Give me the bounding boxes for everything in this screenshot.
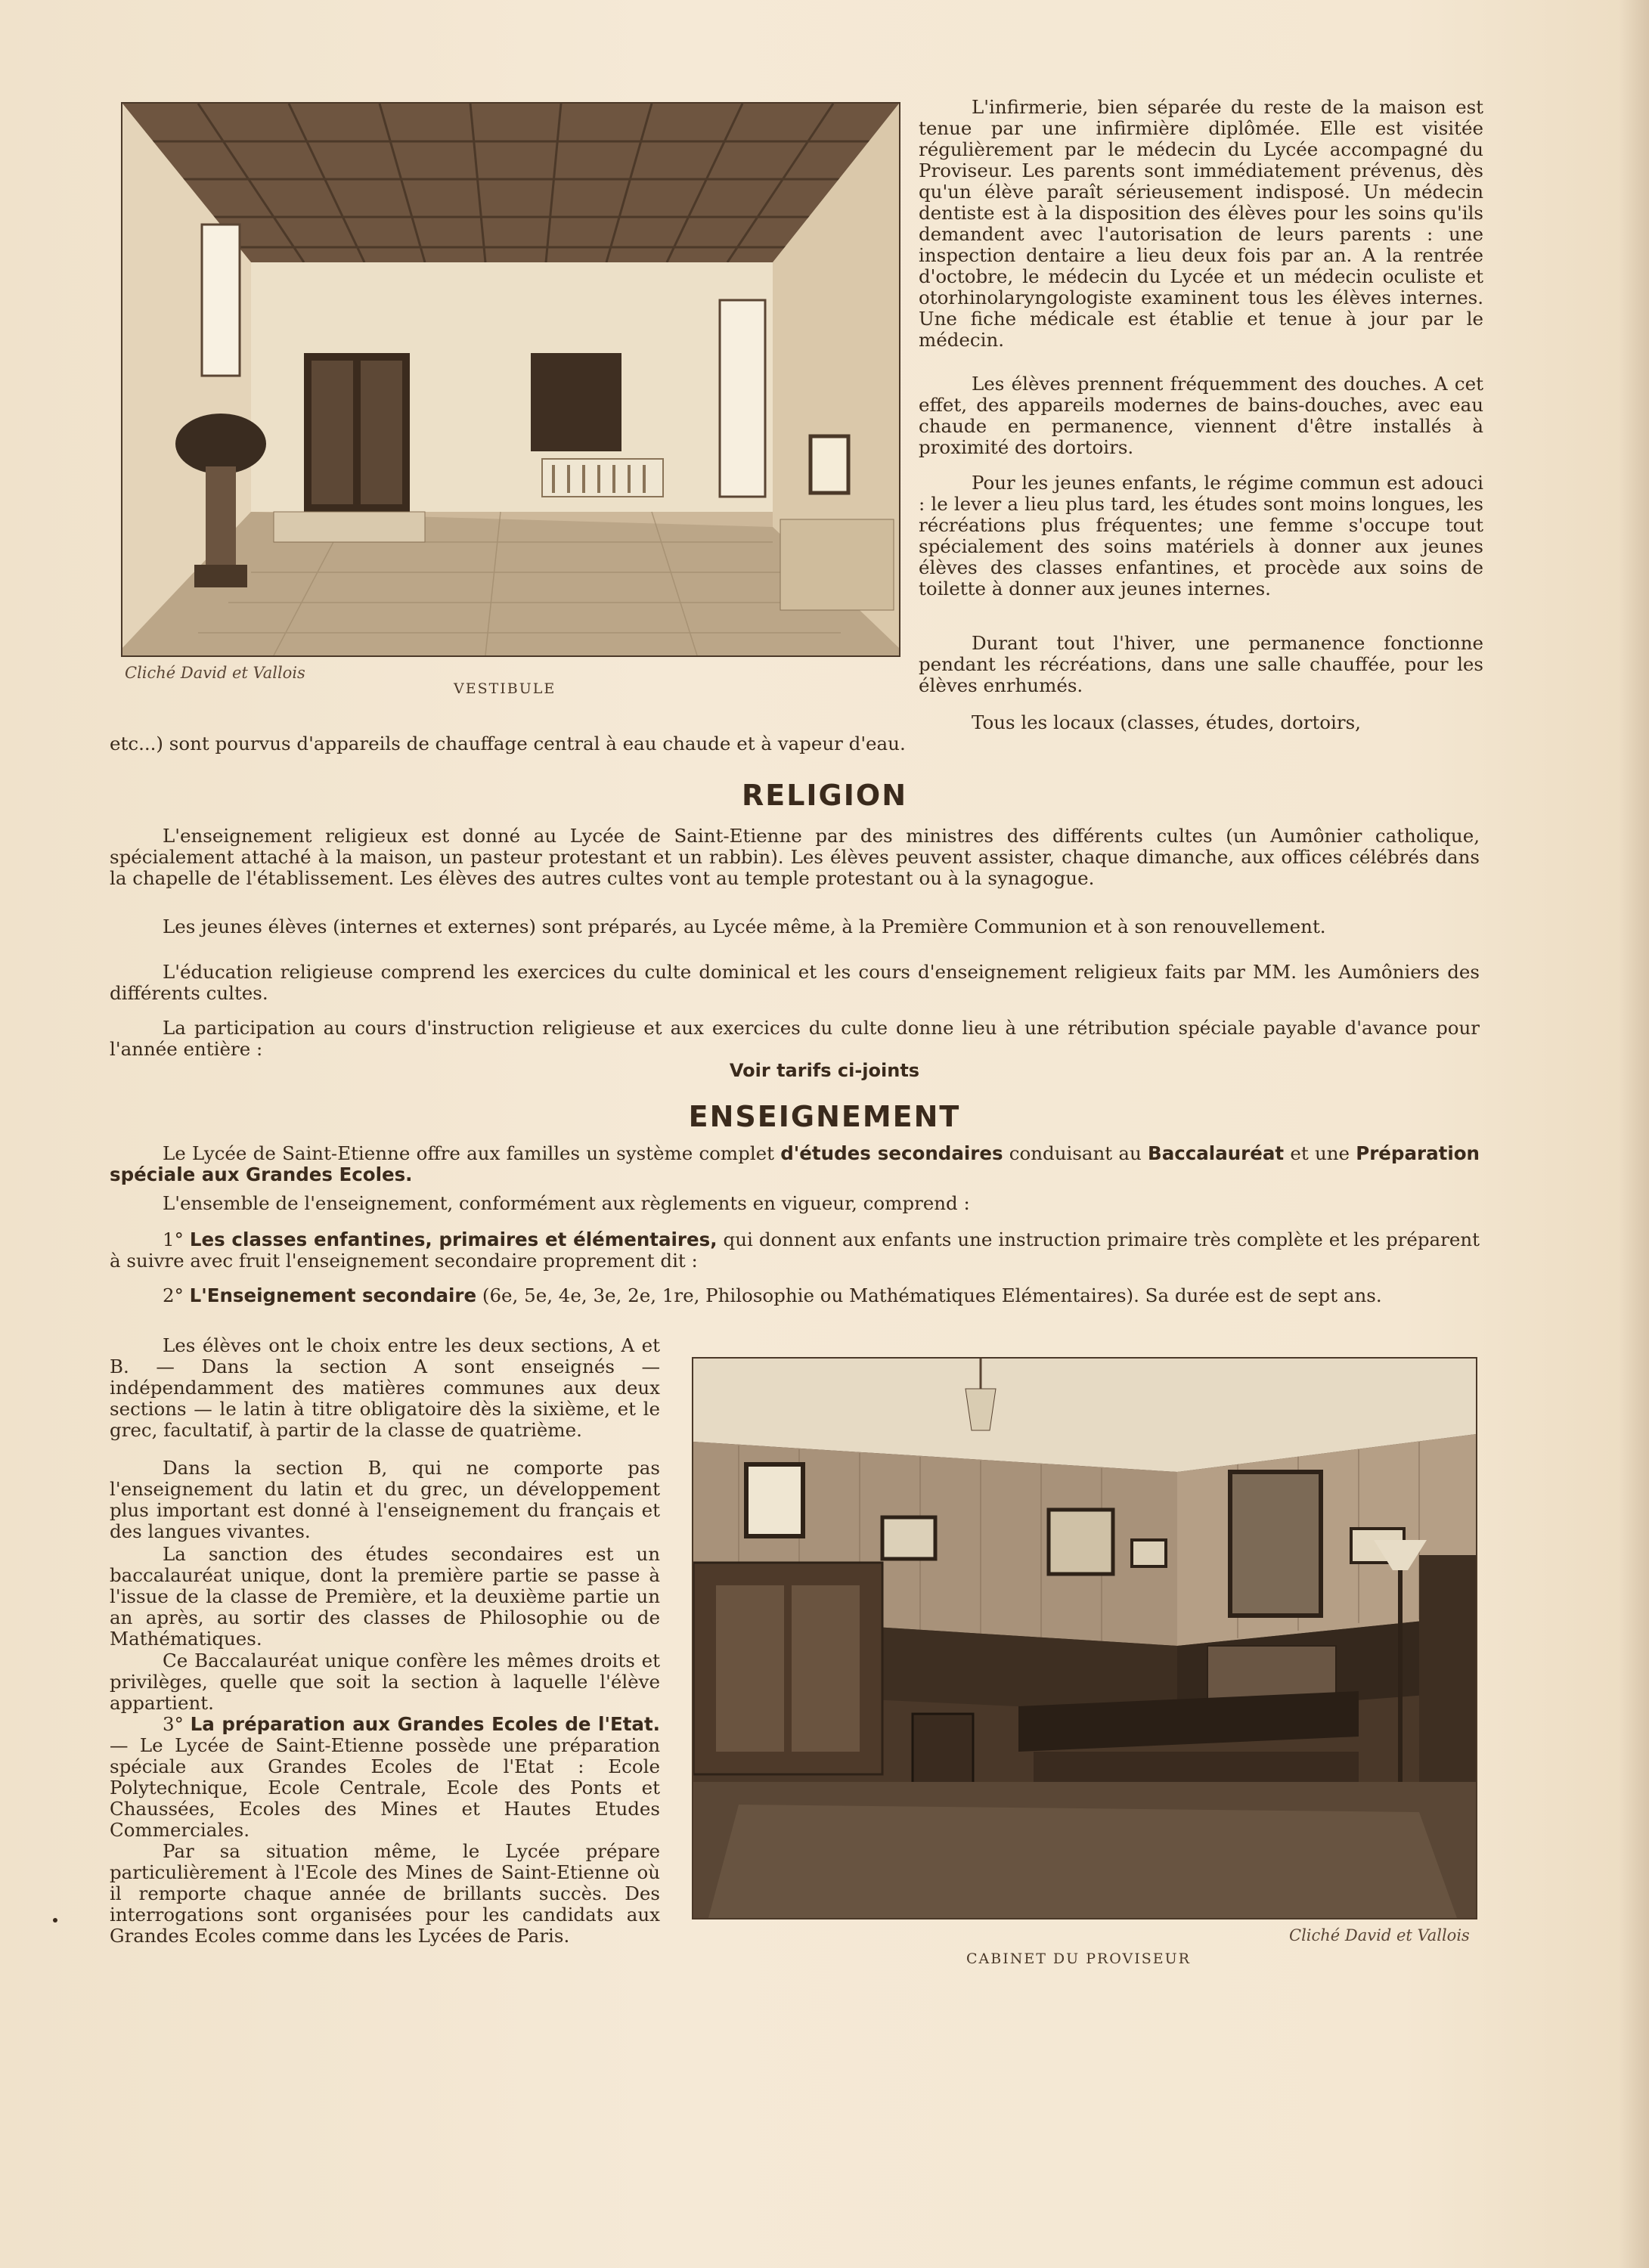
- section-b-paragraph: Dans la section B, qui ne comporte pas l'enseignement du latin et du grec, un développement plus important est donné à l'enseignement du français et des langues vivantes.: [110, 1457, 660, 1542]
- vestibule-photo: [121, 102, 900, 657]
- vestibule-photo-caption: VESTIBULE: [454, 680, 556, 697]
- enseignement-paragraph-classes: [110, 1229, 1480, 1272]
- droits-paragraph: Ce Baccalauréat unique confère les mêmes droits et privilèges, quelle que soit la section à laquelle l'élève appartient.: [110, 1650, 660, 1714]
- cabinet-photo-credit: Cliché David et Vallois: [1289, 1926, 1470, 1944]
- infirmerie-paragraph: L'infirmerie, bien séparée du reste de la maison est tenue par une infirmière diplômée. Elle est visitée régulièrement par le médecin du Lycée accompagné du Proviseur. Les parents sont immédiatement prévenus, dès qu'un élève paraît sérieusement indisposé. Un médecin dentiste est à la disposition des élèves pour les soins qu'ils demandent avec l'autorisation de leurs parents : une inspection dentaire a lieu deux fois par an. A la rentrée d'octobre, le médecin du Lycée et un médecin oculiste et otorhinolaryngologiste examinent tous les élèves internes. Une fiche médicale est établie et tenue à jour par le médecin.: [919, 96, 1483, 351]
- bold-run: La préparation aux Grandes Ecoles de l'Etat.: [190, 1713, 660, 1735]
- text-run: — Le Lycée de Saint-Etienne possède une préparation spéciale aux Grandes Ecoles de l'Etat : Ecole Polytechnique, Ecole Centrale, Ecole des Ponts et Chaussées, Ecoles des Mines et Hautes Etudes Commerciales.: [110, 1734, 660, 1841]
- text-run: conduisant au: [1003, 1142, 1148, 1164]
- bold-run: d'études secondaires: [780, 1142, 1003, 1164]
- baccalaureat-paragraph: La sanction des études secondaires est un baccalauréat unique, dont la première partie se passe à l'issue de la classe de Première, et la deuxième partie un an après, au sortir des classes de Philosophie ou de Mathématiques.: [110, 1543, 660, 1650]
- bold-run: Baccalauréat: [1148, 1142, 1285, 1164]
- enseignement-heading: ENSEIGNEMENT: [688, 1100, 961, 1133]
- religion-paragraph-1: L'enseignement religieux est donné au Lycée de Saint-Etienne par des ministres des différents cultes (un Aumônier catholique, spécialement attaché à la maison, un pasteur protestant et un rabbin). Les élèves peuvent assister, chaque dimanche, aux offices célébrés dans la chapelle de l'établissement. Les élèves des autres cultes vont au temple protestant ou à la synagogue.: [110, 825, 1480, 889]
- locaux-paragraph-end: etc...) sont pourvus d'appareils de chauffage central à eau chaude et à vapeur d'eau.: [110, 733, 906, 754]
- sections-paragraph: Les élèves ont le choix entre les deux sections, A et B. — Dans la section A sont enseignés — indépendamment des matières communes aux deux sections — le latin à titre obligatoire dès la sixième, et le grec, facultatif, à partir de la classe de quatrième.: [110, 1334, 660, 1441]
- cabinet-photo-caption: CABINET DU PROVISEUR: [966, 1950, 1191, 1967]
- tarifs-line: Voir tarifs ci-joints: [729, 1060, 920, 1081]
- religion-paragraph-3: L'éducation religieuse comprend les exercices du culte dominical et les cours d'enseignement religieux faits par MM. les Aumôniers des différents cultes.: [110, 961, 1480, 1004]
- margin-dot: [53, 1918, 57, 1923]
- enseignement-paragraph-secondaire: [110, 1285, 1480, 1306]
- religion-heading: RELIGION: [741, 779, 907, 812]
- douches-paragraph: Les élèves prennent fréquemment des douches. A cet effet, des appareils modernes de bains-douches, avec eau chaude en permanence, viennent d'être installés à proximité des dortoirs.: [919, 373, 1483, 458]
- text-run: 3°: [163, 1713, 191, 1735]
- religion-paragraph-4: La participation au cours d'instruction religieuse et aux exercices du culte donne lieu à une rétribution spéciale payable d'avance pour l'année entière :: [110, 1017, 1480, 1060]
- text-run: Le Lycée de Saint-Etienne offre aux familles un système complet: [163, 1142, 781, 1164]
- bold-run: Les classes enfantines, primaires et élémentaires,: [189, 1228, 718, 1250]
- text-run: qui donnent aux enfants une instruction primaire très complète et les préparent à suivre avec fruit l'enseignement secondaire proprement dit :: [110, 1228, 1480, 1272]
- jeunes-enfants-paragraph: Pour les jeunes enfants, le régime commun est adouci : le lever a lieu plus tard, les études sont moins longues, les récréations plus fréquentes; une femme s'occupe tout spécialement des soins matériels à donner aux jeunes élèves des classes enfantines, et procède aux soins de toilette à donner aux jeunes internes.: [919, 472, 1483, 600]
- text-run: 2°: [163, 1284, 190, 1306]
- cabinet-photo: [692, 1357, 1477, 1919]
- locaux-paragraph-start: Tous les locaux (classes, études, dortoirs,: [972, 711, 1361, 733]
- enseignement-paragraph-2: L'ensemble de l'enseignement, conformément aux règlements en vigueur, comprend :: [163, 1192, 970, 1214]
- page-edge-shadow: [1619, 0, 1649, 2268]
- text-run: (6e, 5e, 4e, 3e, 2e, 1re, Philosophie ou Mathématiques Elémentaires). Sa durée est de sept ans.: [476, 1284, 1382, 1306]
- text-run: et une: [1284, 1142, 1356, 1164]
- bold-run: L'Enseignement secondaire: [189, 1284, 477, 1306]
- religion-paragraph-2: Les jeunes élèves (internes et externes) sont préparés, au Lycée même, à la Première Communion et à son renouvellement.: [163, 916, 1326, 937]
- vestibule-photo-credit: Cliché David et Vallois: [125, 664, 305, 682]
- bold-run: Préparation spéciale aux Grandes Ecoles.: [110, 1142, 1480, 1185]
- text-run: 1°: [163, 1228, 190, 1250]
- enseignement-paragraph-1: [110, 1143, 1480, 1185]
- ecole-des-mines-paragraph: Par sa situation même, le Lycée prépare particulièrement à l'Ecole des Mines de Saint-Etienne où il remporte chaque année de brillants succès. Des interrogations sont organisées pour les candidats aux Grandes Ecoles comme dans les Lycées de Paris.: [110, 1840, 660, 1947]
- hiver-paragraph: Durant tout l'hiver, une permanence fonctionne pendant les récréations, dans une salle chauffée, pour les élèves enrhumés.: [919, 632, 1483, 696]
- grandes-ecoles-paragraph: [110, 1714, 660, 1841]
